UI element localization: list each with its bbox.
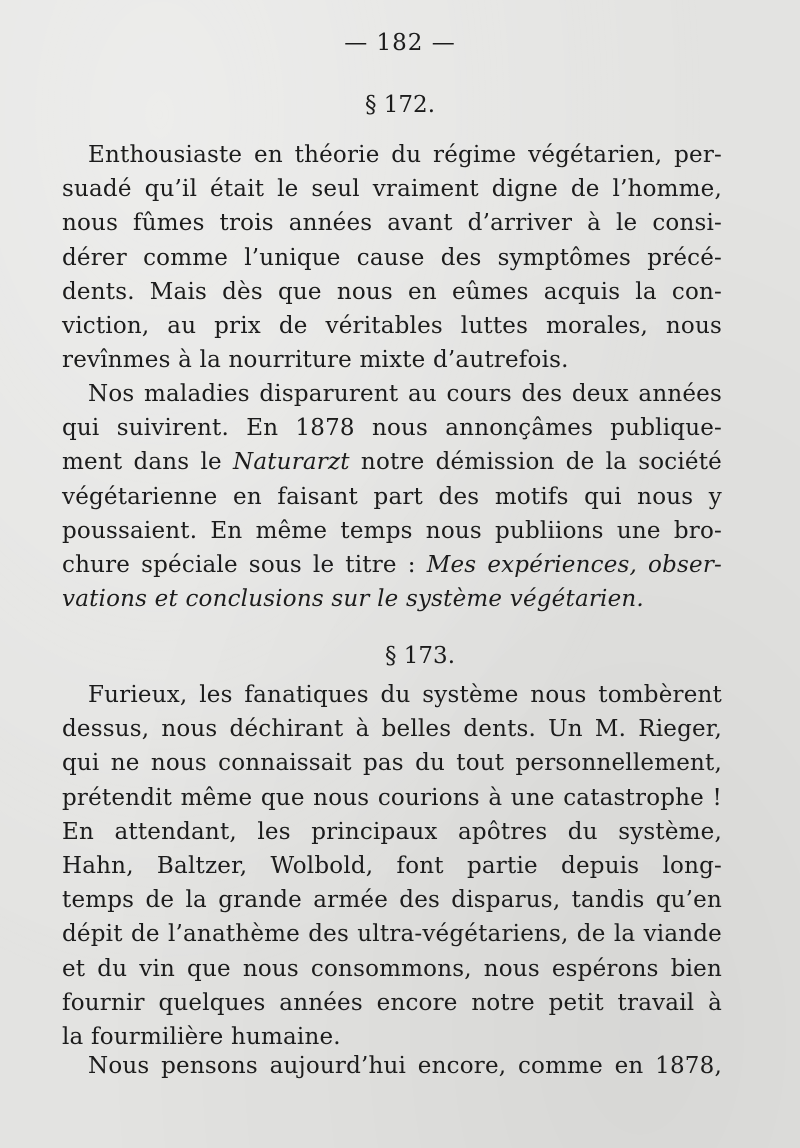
text-fragment: notre démission de la société [349,449,722,476]
text-line: Hahn, Baltzer, Wolbold, font partie depuis long- [62,853,722,880]
text-line: dérer comme l’unique cause des symptômes précé- [62,244,722,271]
text-line: Nos maladies disparurent au cours des deux années [88,381,722,407]
paragraph [62,1049,722,1083]
book-title: vations et conclusions sur le système végétarien. [62,586,644,613]
text-line: et du vin que nous consommons, nous espérons bien [62,955,722,982]
paragraph [62,138,722,377]
journal-title: Naturarzt [233,449,350,476]
text-line: la fourmilière humaine. [62,1024,341,1051]
text-line: En attendant, les principaux apôtres du système, [62,818,722,845]
paragraph [62,678,722,1054]
book-title: Mes expériences, obser- [426,552,722,579]
text-line: nous fûmes trois années avant d’arriver à le consi- [62,210,722,237]
text-line [62,548,722,582]
text-line: temps de la grande armée des disparus, tandis qu’en [62,887,722,914]
page-number: — 182 — [344,30,456,56]
text-fragment: chure spéciale sous le titre : [62,552,427,579]
section-heading-172: § 172. [364,92,436,118]
text-line: suadé qu’il était le seul vraiment digne de l’homme, [62,176,722,203]
text-line: dents. Mais dès que nous en eûmes acquis la con- [62,278,722,305]
text-line: prétendit même que nous courions à une catastrophe ! [62,784,722,811]
text-line: Enthousiaste en théorie du régime végétarien, per- [88,142,722,168]
paragraph [62,377,722,616]
text-line: poussaient. En même temps nous publiions une bro- [62,517,722,544]
text-line: revînmes à la nourriture mixte d’autrefois. [62,347,569,374]
text-line: qui ne nous connaissait pas du tout personnellement, [62,750,722,777]
text-line: fournir quelques années encore notre petit travail à [62,989,722,1016]
text-line: Furieux, les fanatiques du système nous tombèrent [88,682,722,708]
section-heading-173: § 173. [384,643,456,669]
text-line: végétarienne en faisant part des motifs qui nous y [62,483,722,510]
text-line: qui suivirent. En 1878 nous annonçâmes publique- [62,415,722,442]
text-line: dessus, nous déchirant à belles dents. Un M. Rieger, [62,716,722,743]
text-fragment: ment dans le [62,449,233,476]
text-line: dépit de l’anathème des ultra-végétariens, de la viande [62,921,722,948]
text-line [62,445,722,479]
text-line: Nous pensons aujourd’hui encore, comme en 1878, [88,1053,722,1079]
text-line: viction, au prix de véritables luttes morales, nous [62,313,722,340]
